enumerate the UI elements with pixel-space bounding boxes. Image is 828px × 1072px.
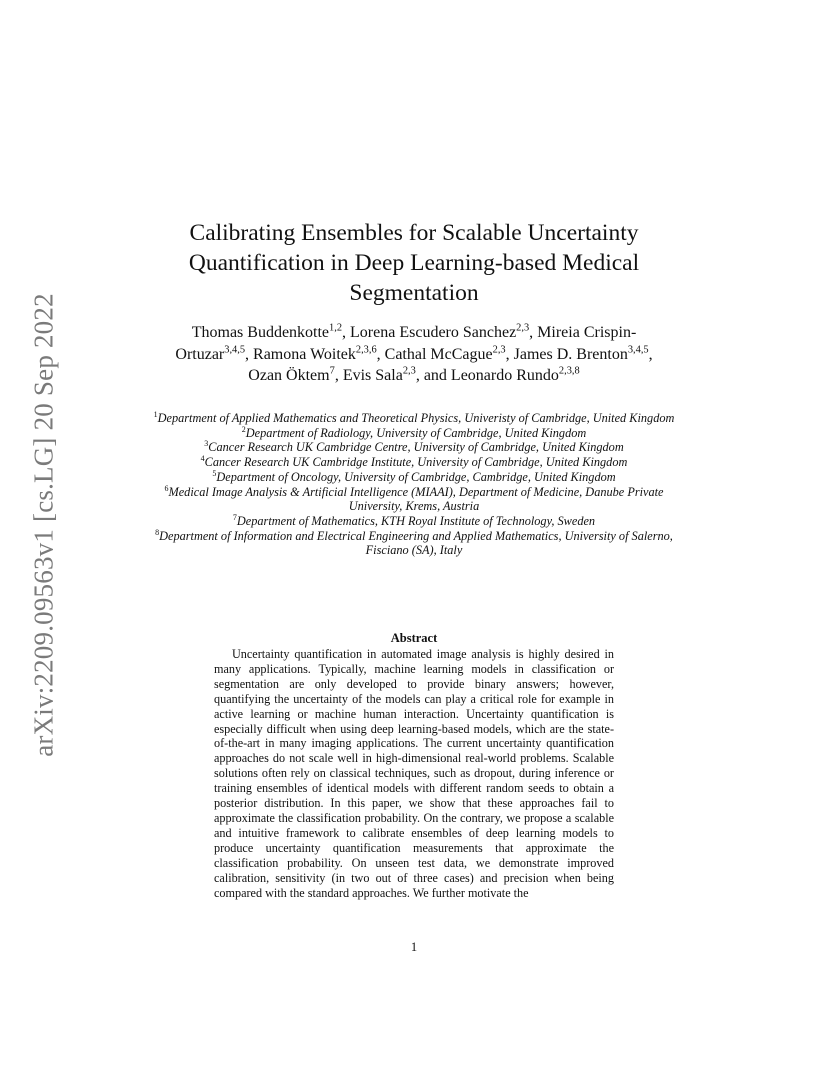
author: Leonardo Rundo$^{2,3,8}$	[450, 365, 580, 384]
arxiv-sidebar	[24, 290, 64, 760]
author-list	[170, 322, 658, 387]
affiliation: $^6$Medical Image Analysis & Artificial Intelligence (MIAAI), Department of Medicine, Danube Private University, Krems, Austria	[164, 483, 664, 514]
author: Thomas Buddenkotte$^{1,2}$,	[191, 322, 351, 341]
affiliation: $^2$Department of Radiology, University of Cambridge, United Kingdom	[241, 424, 587, 440]
author: Ramona Woitek$^{2,3,6}$,	[253, 344, 385, 363]
affiliation: $^4$Cancer Research UK Cambridge Institute, University of Cambridge, United Kingdom	[200, 454, 628, 470]
arxiv-identifier: arXiv:2209.09563v1 [cs.LG] 20 Sep 2022	[28, 293, 59, 757]
affiliation-list	[150, 411, 678, 558]
abstract-heading: Abstract	[390, 631, 438, 645]
affiliation: $^3$Cancer Research UK Cambridge Centre, University of Cambridge, United Kingdom	[204, 439, 624, 455]
affiliation: $^7$Department of Mathematics, KTH Royal Institute of Technology, Sweden	[232, 512, 596, 528]
author: Mireia Crispin-Ortuzar$^{3,4,5}$,	[175, 324, 637, 363]
title-line-1: Calibrating Ensembles for Scalable Uncertainty	[189, 220, 639, 246]
affiliation: $^5$Department of Oncology, University of Cambridge, Cambridge, United Kingdom	[212, 468, 616, 484]
title-line-3: Segmentation	[349, 280, 479, 306]
author: Ozan Öktem$^7$,	[248, 365, 343, 384]
abstract-body: Uncertainty quantification in automated image analysis is highly desired in many applications. Typically, machine learning models in classification or segmentation are only developed to provide binary answers; however, quantifying the uncertainty of the models can play a critical role for example in active learning or machine human interaction. Uncertainty quantification is especially difficult when using deep learning-based models, which are the state-of-the-art in many imaging applications. The current uncertainty quantification approaches do not scale well in high-dimensional real-world problems. Scalable solutions often rely on classical techniques, such as dropout, during inference or training ensembles of identical models with different random seeds to obtain a posterior distribution. In this paper, we show that these approaches fail to approximate the classification probability. On the contrary, we propose a scalable and intuitive framework to calibrate ensembles of deep learning models to produce uncertainty quantification measurements that approximate the classification probability. On unseen test data, we demonstrate improved calibration, sensitivity (in two out of three cases) and precision when being compared with the standard approaches. We further motivate the	[214, 647, 614, 900]
title-line-2: Quantification in Deep Learning-based Medical	[188, 250, 640, 276]
author: Cathal McCague$^{2,3}$,	[384, 344, 514, 363]
author: Lorena Escudero Sanchez$^{2,3}$,	[350, 322, 538, 341]
paper-title	[150, 218, 678, 308]
affiliation: $^8$Department of Information and Electrical Engineering and Applied Mathematics, University of Salerno, Fisciano (SA), Italy	[155, 527, 673, 558]
affiliation: $^1$Department of Applied Mathematics and Theoretical Physics, Univeristy of Cambridge, United Kingdom	[153, 409, 675, 425]
page-number: 1	[410, 940, 418, 954]
author: James D. Brenton$^{3,4,5}$,	[513, 344, 653, 363]
author: Evis Sala$^{2,3}$, and	[342, 365, 451, 384]
